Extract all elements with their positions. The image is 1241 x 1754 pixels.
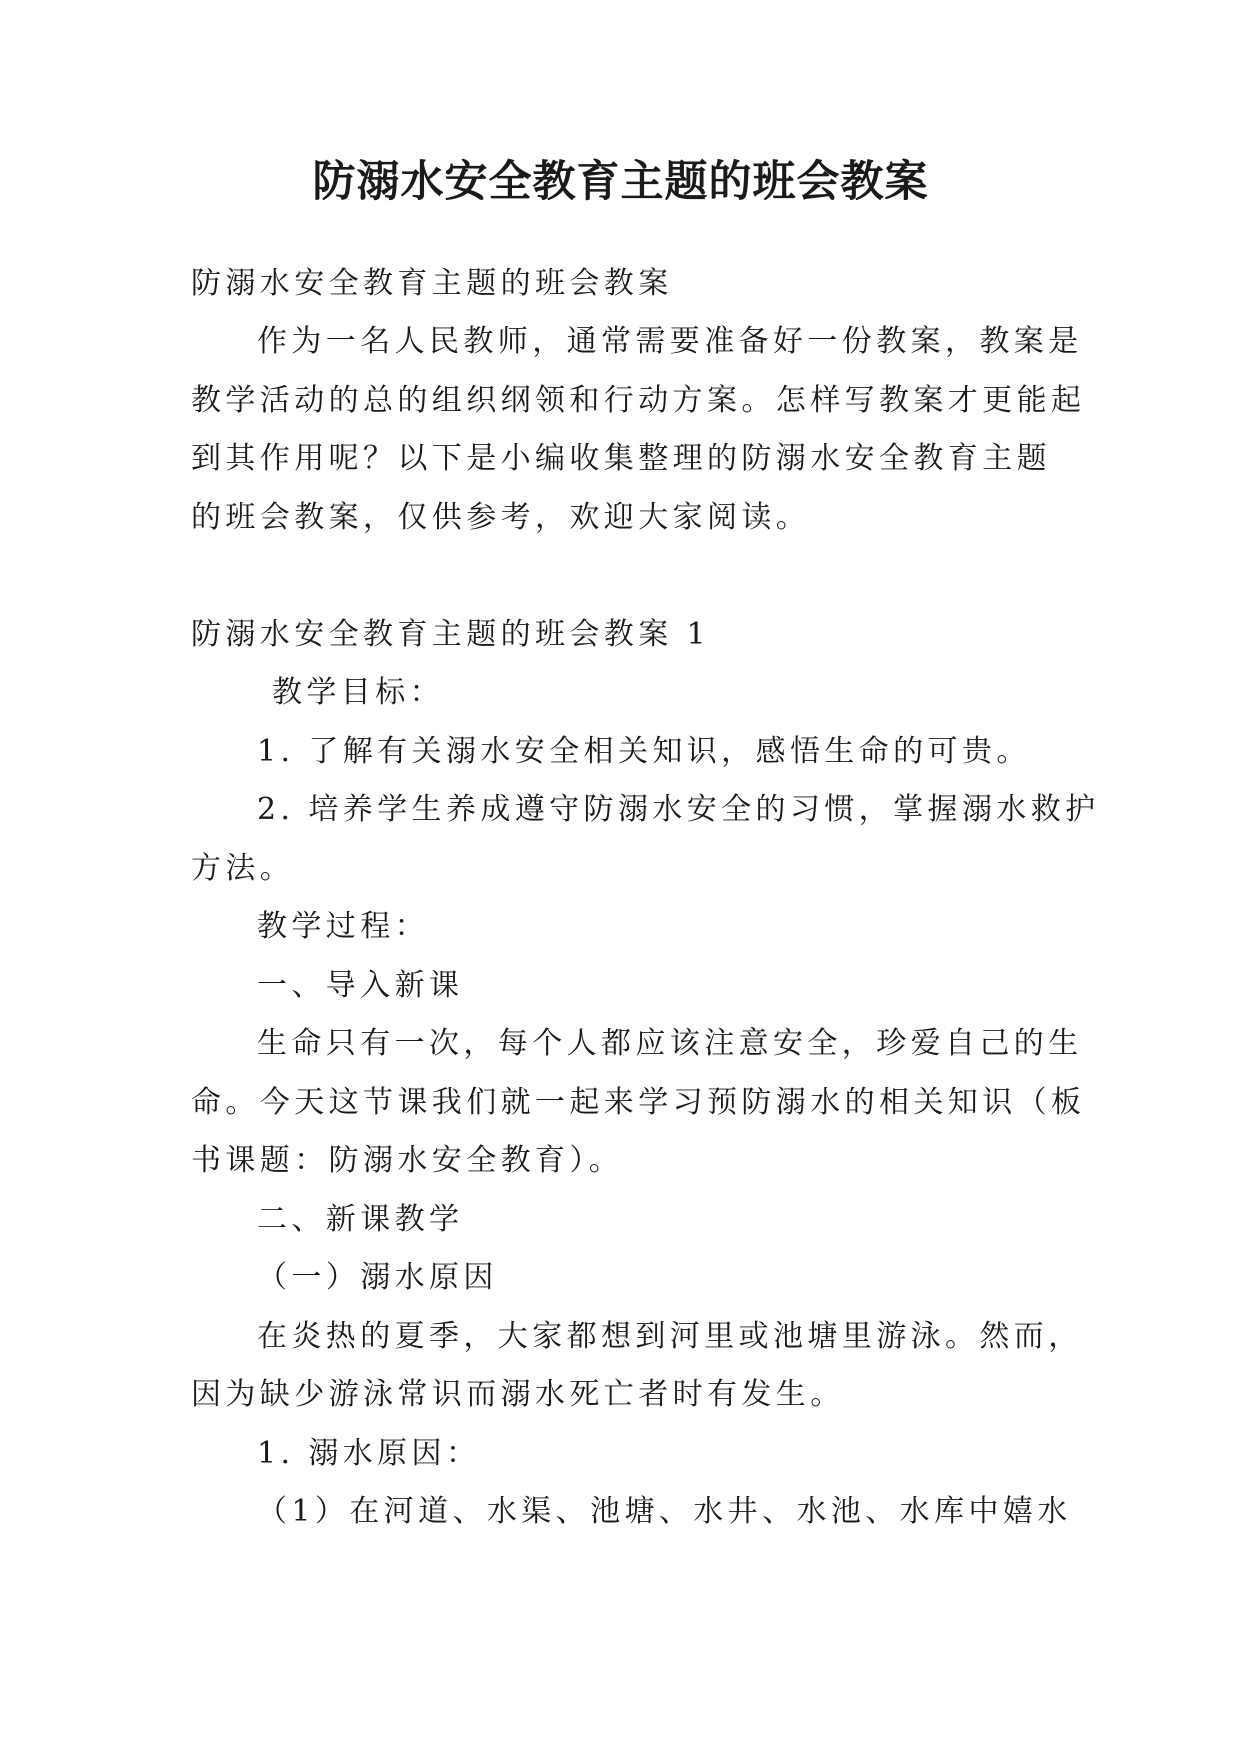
- objective-2: 2. 培养学生养成遵守防溺水安全的习惯，掌握溺水救护: [257, 792, 1100, 827]
- intro-line-2: 教学活动的总的组织纲领和行动方案。怎样写教案才更能起: [191, 383, 1086, 418]
- document-title: 防溺水安全教育主题的班会教案: [312, 157, 929, 207]
- objective-2-cont: 方法。: [191, 851, 295, 886]
- part-1-line-3: 书课题：防溺水安全教育）。: [191, 1143, 624, 1178]
- body-line-1: 在炎热的夏季，大家都想到河里或池塘里游泳。然而，: [257, 1319, 1083, 1354]
- part-1-heading: 一、导入新课: [257, 968, 464, 1003]
- list-heading: 1. 溺水原因：: [257, 1436, 481, 1471]
- intro-line-4: 的班会教案，仅供参考，欢迎大家阅读。: [191, 500, 811, 535]
- list-item-1: （1）在河道、水渠、池塘、水井、水池、水库中嬉水: [257, 1494, 1072, 1529]
- part-1-line-1: 生命只有一次，每个人都应该注意安全，珍爱自己的生: [257, 1026, 1083, 1061]
- intro-line-1: 作为一名人民教师，通常需要准备好一份教案，教案是: [257, 324, 1083, 359]
- objectives-heading: 教学目标：: [272, 675, 444, 710]
- objective-1: 1. 了解有关溺水安全相关知识，感悟生命的可贵。: [257, 734, 1031, 769]
- subtitle-line: 防溺水安全教育主题的班会教案: [191, 266, 673, 301]
- intro-line-3: 到其作用呢？以下是小编收集整理的防溺水安全教育主题: [191, 441, 1051, 476]
- subsection-heading: （一）溺水原因: [257, 1260, 498, 1295]
- body-line-2: 因为缺少游泳常识而溺水死亡者时有发生。: [191, 1377, 845, 1412]
- section-heading: 防溺水安全教育主题的班会教案 1: [191, 617, 711, 652]
- part-1-line-2: 命。今天这节课我们就一起来学习预防溺水的相关知识（板: [191, 1085, 1086, 1120]
- part-2-heading: 二、新课教学: [257, 1202, 464, 1237]
- process-heading: 教学过程：: [257, 909, 429, 944]
